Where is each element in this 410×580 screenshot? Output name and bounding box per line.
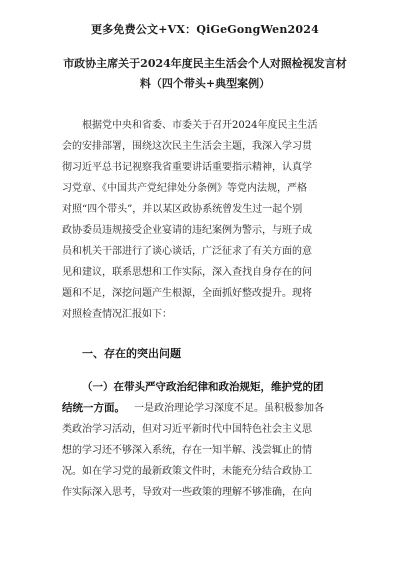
text-line: 类政治学习活动，但对习近平新时代中国特色社会主义思 xyxy=(62,424,312,435)
text-line: 对照检查情况汇报如下： xyxy=(62,309,172,320)
subheading-line: （一）在带头严守政治纪律和政治规矩，维护党的团 xyxy=(82,381,324,393)
text-line: 想的学习还不够深入系统，存在一知半解、浅尝辄止的情 xyxy=(62,445,312,456)
subheading-line: 结统一方面。 xyxy=(62,402,125,414)
text-line: 根据党中央和省委、市委关于召开2024年度民主生活 xyxy=(82,120,318,131)
text-line: 见和建议，联系思想和工作实际，深入查找自身存在的问 xyxy=(62,267,312,278)
text-line: 员和机关干部进行了谈心谈话，广泛征求了有关方面的意 xyxy=(62,246,312,257)
section-heading: 一、存在的突出问题 xyxy=(82,347,181,360)
document-title xyxy=(52,54,358,94)
text-line: 会的安排部署，围绕这次民主生活会主题，我深入学习贯 xyxy=(62,141,312,152)
title-line: 市政协主席关于2024年度民主生活会个人对照检视发言材 xyxy=(63,57,347,70)
page-header: 更多免费公文+VX：QiGeGongWen2024 xyxy=(91,23,319,36)
text-line: 政协委员违规接受企业宴请的违纪案例为警示，与班子成 xyxy=(62,225,312,236)
text-line: 作实际深入思考，导致对一些政策的理解不够准确，在向 xyxy=(62,487,312,498)
title-line: 料（四个带头+典型案例） xyxy=(139,77,271,90)
text-line: 对照“四个带头”，并以某区政协系统曾发生过一起个别 xyxy=(62,204,303,215)
text-line: 彻习近平总书记视察我省重要讲话重要指示精神，认真学 xyxy=(62,162,312,173)
text-line: 一是政治理论学习深度不足。虽积极参加各 xyxy=(134,403,324,414)
text-line: 习党章、《中国共产党纪律处分条例》等党内法规，严格 xyxy=(62,183,307,194)
text-line: 题和不足，深挖问题产生根源，全面抓好整改提升。现将 xyxy=(62,288,312,299)
text-line: 况。如在学习党的最新政策文件时，未能充分结合政协工 xyxy=(62,466,312,477)
